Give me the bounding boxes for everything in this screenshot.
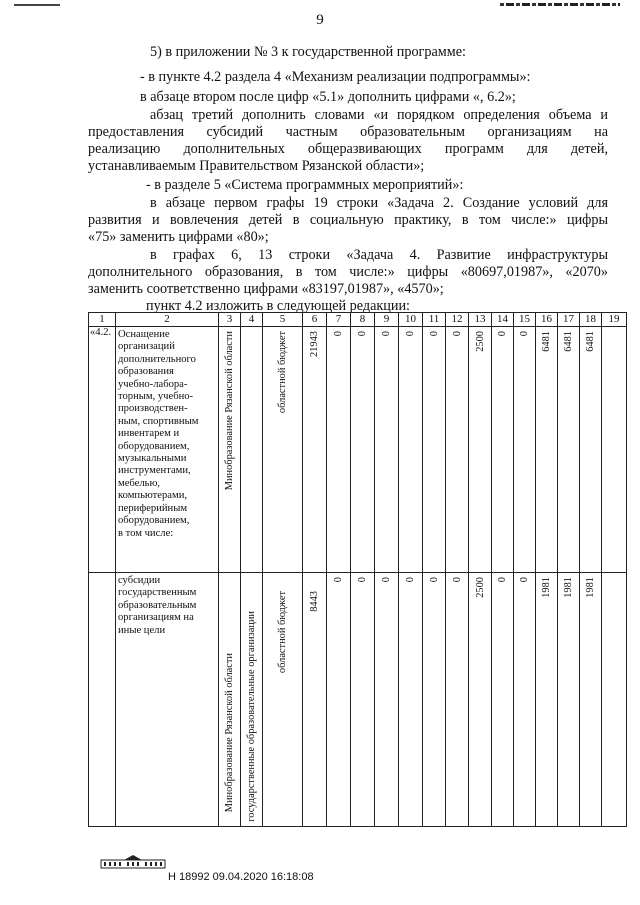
value-cell: 0 <box>446 327 469 573</box>
header-cell: 2 <box>116 313 219 327</box>
row-description: субсидии государственным образовательным организациям на иные цели <box>116 573 219 827</box>
value-cell: 0 <box>492 573 514 827</box>
header-cell: 3 <box>219 313 241 327</box>
paragraph-grafa-19-line-2: развития и вовлечения детей в социальную практику, в том числе:» цифры <box>88 212 608 228</box>
executor-cell: Минобразование Рязанской области <box>219 327 241 573</box>
value-cell: 0 <box>423 327 446 573</box>
paragraph-section-5: - в разделе 5 «Система программных мероприятий»: <box>146 177 464 193</box>
paragraph-abzac-2: в абзаце втором после цифр «5.1» дополнить цифрами «, 6.2»; <box>140 89 516 105</box>
paragraph-grafy-6-13-line-1: в графах 6, 13 строки «Задача 4. Развитие инфраструктуры <box>150 247 608 263</box>
header-cell: 16 <box>536 313 558 327</box>
executor-cell: Минобразование Рязанской области <box>219 573 241 827</box>
value-cell: 0 <box>492 327 514 573</box>
header-cell: 15 <box>514 313 536 327</box>
scan-artifact-right <box>500 3 620 6</box>
header-cell: 8 <box>351 313 375 327</box>
header-cell: 11 <box>423 313 446 327</box>
paragraph-abzac-3-line-1: абзац третий дополнить словами «и порядком определения объема и <box>150 107 608 123</box>
table-row <box>89 573 627 827</box>
value-cell: 0 <box>351 573 375 827</box>
header-cell: 18 <box>580 313 602 327</box>
program-table <box>88 312 627 827</box>
header-cell: 19 <box>602 313 627 327</box>
value-cell: 0 <box>351 327 375 573</box>
value-cell: 0 <box>375 327 399 573</box>
row-number: «4.2. <box>89 327 116 573</box>
header-cell: 4 <box>241 313 263 327</box>
source-cell: областной бюджет <box>263 327 303 573</box>
row-number <box>89 573 116 827</box>
paragraph-abzac-3-line-3: реализацию дополнительных общеразвивающих программ для детей, <box>88 141 608 157</box>
paragraph-abzac-3-line-2: предоставления субсидий частным образовательным организациям на <box>88 124 608 140</box>
header-cell: 5 <box>263 313 303 327</box>
paragraph-abzac-3-line-4: устанавливаемым Правительством Рязанской области»; <box>88 158 425 174</box>
header-cell: 1 <box>89 313 116 327</box>
registration-stamp: Н 18992 09.04.2020 16:18:08 <box>168 871 314 883</box>
value-cell: 0 <box>327 573 351 827</box>
paragraph-grafy-6-13-line-2: дополнительного образования, в том числе:» цифры «80697,01987», «2070» <box>88 264 608 280</box>
recipient-cell <box>241 327 263 573</box>
row-description: Оснащение организаций дополнительного образования учебно-лабора- торным, учебно- производствен- ным, спортивным инвентарем и оборудованием, музыкальными инструментами, мебелью, компьютерами, периферийным оборудованием, в том числе: <box>116 327 219 573</box>
recipient-cell: государственные образовательные организации <box>241 573 263 827</box>
header-cell: 6 <box>303 313 327 327</box>
scan-artifact-left <box>14 4 60 6</box>
header-cell: 12 <box>446 313 469 327</box>
value-cell: 8443 <box>303 573 327 827</box>
value-cell: 2500 <box>469 327 492 573</box>
value-cell: 0 <box>399 573 423 827</box>
value-cell: 0 <box>514 327 536 573</box>
paragraph-point-4-2: - в пункте 4.2 раздела 4 «Механизм реализации подпрограммы»: <box>140 69 531 85</box>
header-cell: 9 <box>375 313 399 327</box>
value-cell: 2500 <box>469 573 492 827</box>
building-logo-icon <box>100 855 166 869</box>
value-cell: 6481 <box>558 327 580 573</box>
paragraph-grafy-6-13-line-3: заменить соответственно цифрами «83197,01987», «4570»; <box>88 281 444 297</box>
value-cell: 6481 <box>536 327 558 573</box>
value-cell: 0 <box>446 573 469 827</box>
paragraph-point-4-2-edition: пункт 4.2 изложить в следующей редакции: <box>146 298 410 314</box>
paragraph-item-5: 5) в приложении № 3 к государственной программе: <box>150 44 466 60</box>
page-number: 9 <box>316 12 324 28</box>
value-cell <box>602 327 627 573</box>
value-cell: 0 <box>327 327 351 573</box>
value-cell: 1981 <box>536 573 558 827</box>
header-cell: 7 <box>327 313 351 327</box>
paragraph-grafa-19-line-3: «75» заменить цифрами «80»; <box>88 229 269 245</box>
value-cell: 1981 <box>580 573 602 827</box>
value-cell: 0 <box>514 573 536 827</box>
header-cell: 17 <box>558 313 580 327</box>
value-cell: 6481 <box>580 327 602 573</box>
value-cell: 21943 <box>303 327 327 573</box>
value-cell: 1981 <box>558 573 580 827</box>
value-cell: 0 <box>399 327 423 573</box>
value-cell: 0 <box>423 573 446 827</box>
source-cell: областной бюджет <box>263 573 303 827</box>
paragraph-grafa-19-line-1: в абзаце первом графы 19 строки «Задача 2. Создание условий для <box>150 195 608 211</box>
header-cell: 14 <box>492 313 514 327</box>
header-cell: 13 <box>469 313 492 327</box>
table-row <box>89 327 627 573</box>
header-cell: 10 <box>399 313 423 327</box>
table-header-row <box>89 313 627 327</box>
value-cell <box>602 573 627 827</box>
value-cell: 0 <box>375 573 399 827</box>
